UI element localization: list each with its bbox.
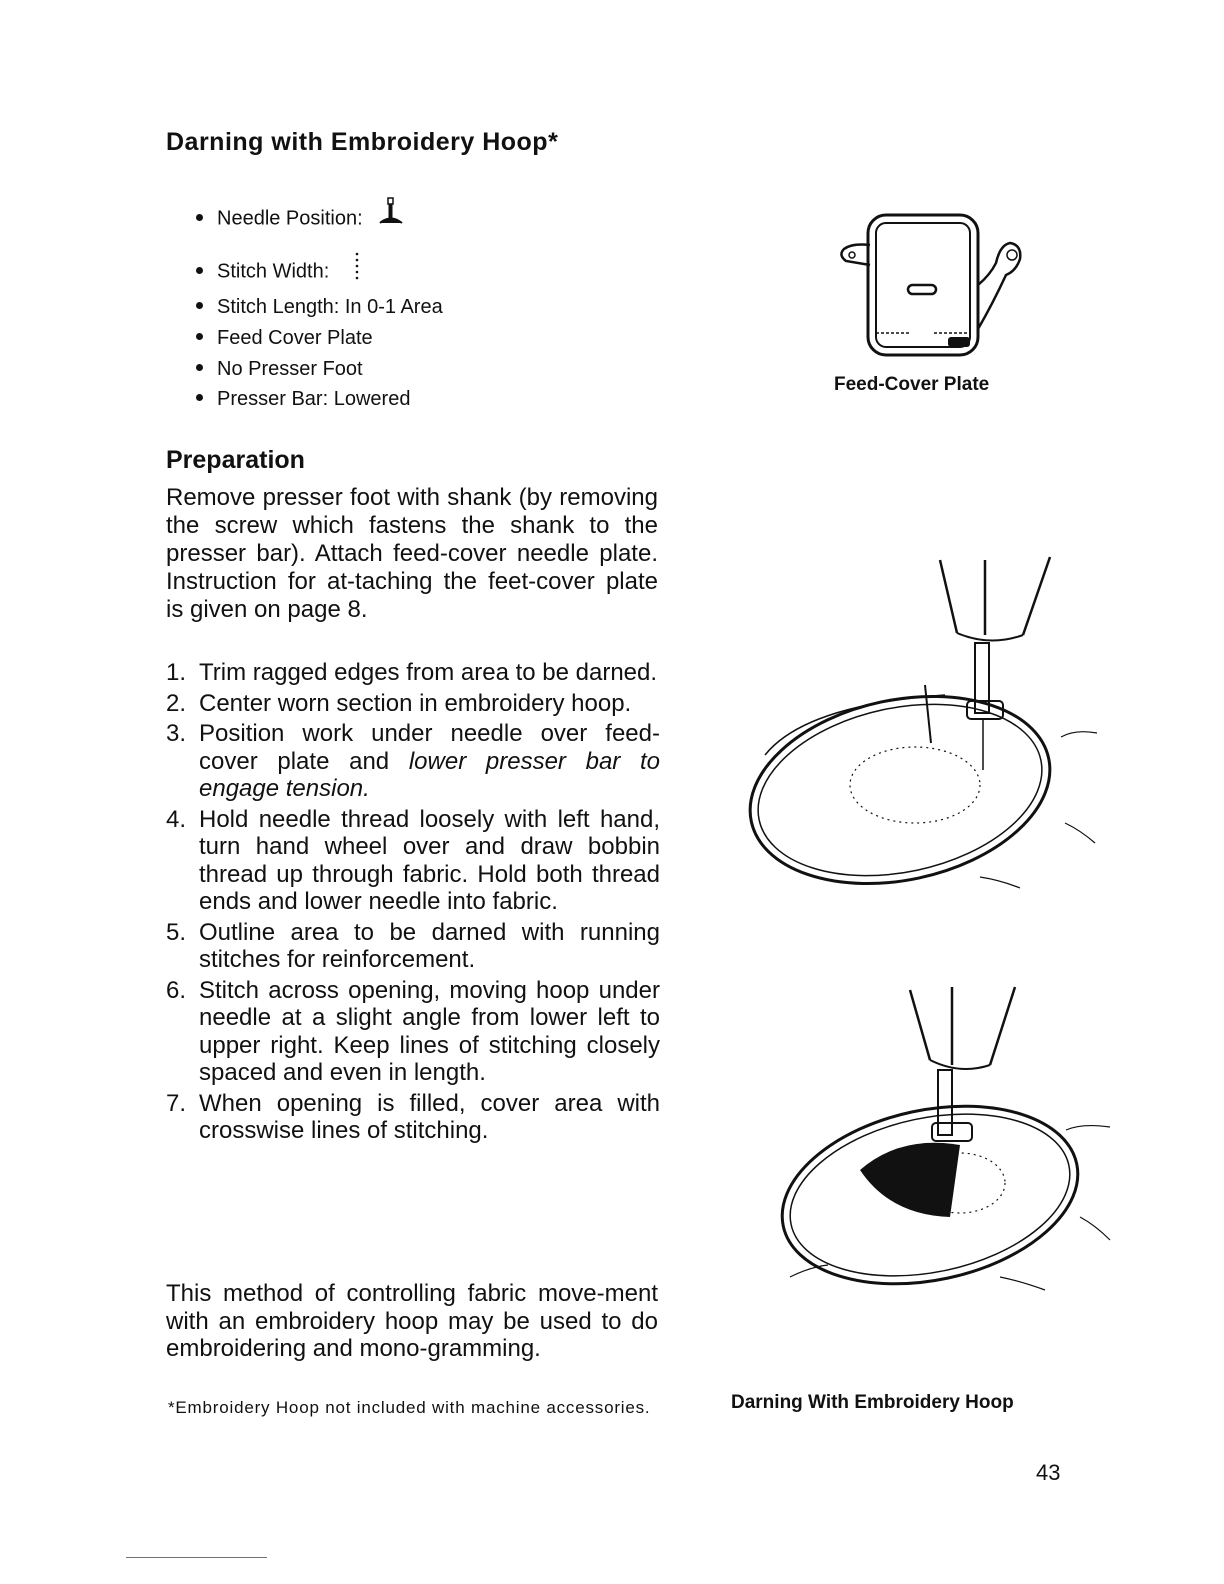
feed-cover-plate-caption: Feed-Cover Plate bbox=[834, 374, 990, 395]
hoop-illustration-outline bbox=[745, 555, 1105, 895]
steps-list bbox=[166, 659, 660, 1148]
setting-presser-bar: Presser Bar: Lowered bbox=[196, 388, 410, 411]
list-item: 3. Position work under needle over feed-cover plate and lower presser bar to engage tension. bbox=[166, 720, 660, 802]
bullet-icon bbox=[196, 364, 203, 371]
feed-cover-plate-illustration bbox=[830, 205, 1030, 355]
list-item: 4. Hold needle thread loosely with left hand, turn hand wheel over and draw bobbin thread up through fabric. Hold both thread ends and lower needle into fabric. bbox=[166, 805, 660, 915]
page-number: 43 bbox=[1036, 1460, 1061, 1485]
setting-no-presser-foot: No Presser Foot bbox=[196, 358, 363, 381]
bullet-icon bbox=[196, 394, 203, 401]
list-item: 6. Stitch across opening, moving hoop under needle at a slight angle from lower left to upper right. Keep lines of stitching closely spaced and even in length. bbox=[166, 976, 660, 1086]
bullet-icon bbox=[196, 267, 203, 274]
setting-stitch-width: Stitch Width: bbox=[196, 257, 363, 287]
closing-paragraph: This method of controlling fabric move-ment with an embroidery hoop may be used to do embroidering and mono-gramming. bbox=[166, 1280, 658, 1362]
list-item: 5. Outline area to be darned with running stitches for reinforcement. bbox=[166, 918, 660, 973]
preparation-heading: Preparation bbox=[166, 446, 305, 474]
needle-position-icon bbox=[378, 196, 404, 226]
page-title: Darning with Embroidery Hoop* bbox=[166, 128, 559, 156]
stitch-width-icon bbox=[353, 251, 363, 281]
preparation-paragraph: Remove presser foot with shank (by removing the screw which fastens the shank to the presser bar). Attach feed-cover needle plate. Instruction for at-taching the feet-cover plate is given on page 8. bbox=[166, 484, 658, 623]
setting-stitch-length: Stitch Length: In 0-1 Area bbox=[196, 296, 443, 319]
bullet-icon bbox=[196, 302, 203, 309]
darning-caption: Darning With Embroidery Hoop bbox=[731, 1392, 1014, 1413]
list-item: 7. When opening is filled, cover area with crosswise lines of stitching. bbox=[166, 1089, 660, 1144]
bullet-icon bbox=[196, 214, 203, 221]
setting-needle-position: Needle Position: bbox=[196, 204, 404, 234]
list-item: 1. Trim ragged edges from area to be darned. bbox=[166, 659, 658, 686]
hoop-illustration-darning bbox=[760, 985, 1120, 1325]
footnote: *Embroidery Hoop not included with machine accessories. bbox=[168, 1398, 651, 1417]
bullet-icon bbox=[196, 333, 203, 340]
setting-feed-cover-plate: Feed Cover Plate bbox=[196, 327, 373, 350]
bottom-rule bbox=[126, 1557, 267, 1558]
list-item: 2. Center worn section in embroidery hoop. bbox=[166, 689, 632, 717]
